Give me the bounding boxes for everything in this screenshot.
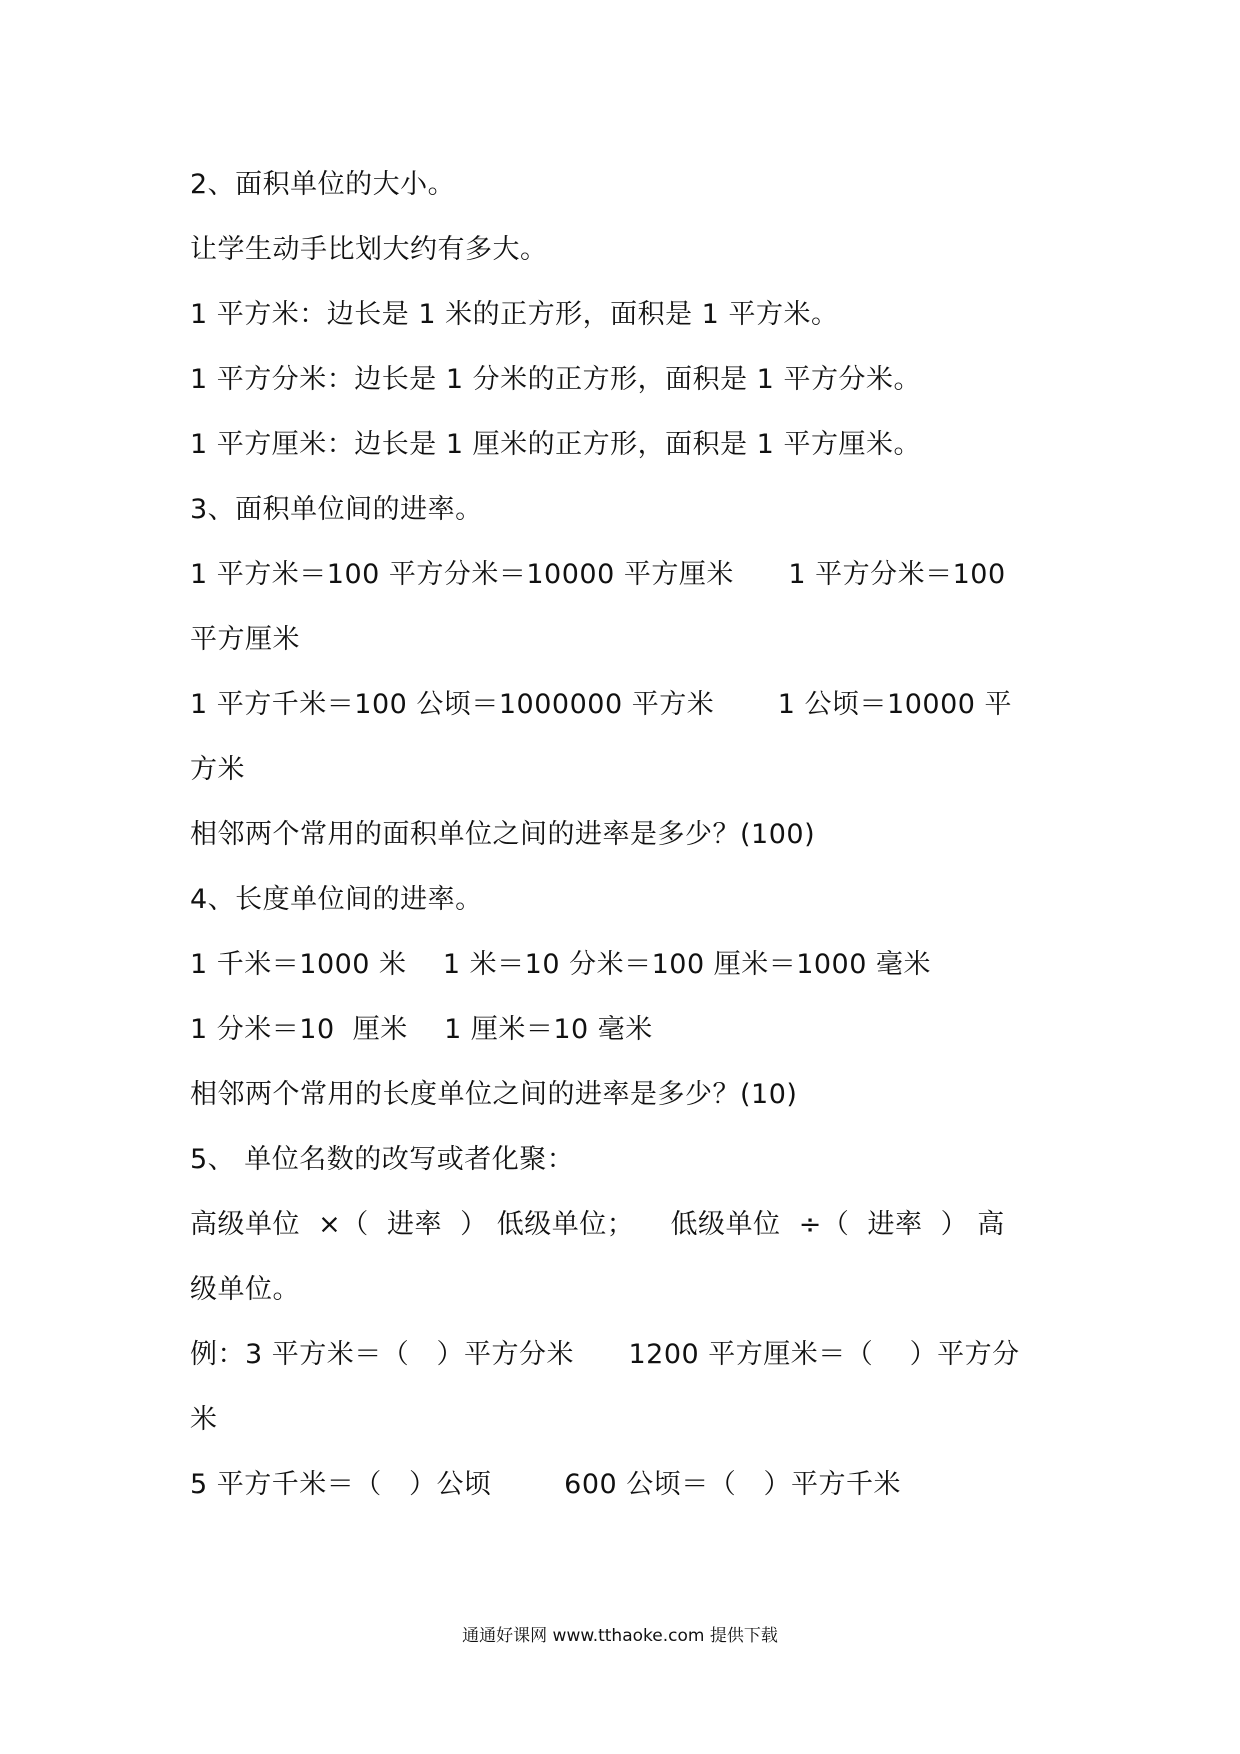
text-line: 1 平方厘米：边长是 1 厘米的正方形，面积是 1 平方厘米。 xyxy=(190,429,921,460)
document-body xyxy=(190,152,1070,1517)
text-line: 1 平方米：边长是 1 米的正方形，面积是 1 平方米。 xyxy=(190,299,839,330)
example-line: 例：3 平方米＝（ ）平方分米 1200 平方厘米＝（ ）平方分 xyxy=(190,1339,1020,1370)
example-line: 5 平方千米＝（ ）公顷 600 公顷＝（ ）平方千米 xyxy=(190,1469,902,1500)
text-line: 方米 xyxy=(190,754,245,785)
page-footer: 通通好课网 www.tthaoke.com 提供下载 xyxy=(462,1626,778,1646)
heading-length-unit-rate: 4、长度单位间的进率。 xyxy=(190,884,483,915)
text-line: 平方厘米 xyxy=(190,624,300,655)
text-line: 1 千米＝1000 米 1 米＝10 分米＝100 厘米＝1000 毫米 xyxy=(190,949,931,980)
question-line: 相邻两个常用的面积单位之间的进率是多少？(100) xyxy=(190,819,816,850)
heading-area-unit-rate: 3、面积单位间的进率。 xyxy=(190,494,483,525)
text-line: 级单位。 xyxy=(190,1274,300,1305)
text-line: 1 平方分米：边长是 1 分米的正方形，面积是 1 平方分米。 xyxy=(190,364,921,395)
text-line: 让学生动手比划大约有多大。 xyxy=(190,234,548,265)
example-line: 米 xyxy=(190,1404,218,1435)
text-line: 1 平方千米＝100 公顷＝1000000 平方米 1 公顷＝10000 平 xyxy=(190,689,1013,720)
text-line: 高级单位 ×（ 进率 ） 低级单位； 低级单位 ÷（ 进率 ） 高 xyxy=(190,1209,1005,1240)
heading-area-unit-size: 2、面积单位的大小。 xyxy=(190,169,456,200)
text-line: 1 分米＝10 厘米 1 厘米＝10 毫米 xyxy=(190,1014,653,1045)
heading-unit-conversion: 5、 单位名数的改写或者化聚： xyxy=(190,1144,575,1175)
question-line: 相邻两个常用的长度单位之间的进率是多少？(10) xyxy=(190,1079,798,1110)
text-line: 1 平方米＝100 平方分米＝10000 平方厘米 1 平方分米＝100 xyxy=(190,559,1006,590)
